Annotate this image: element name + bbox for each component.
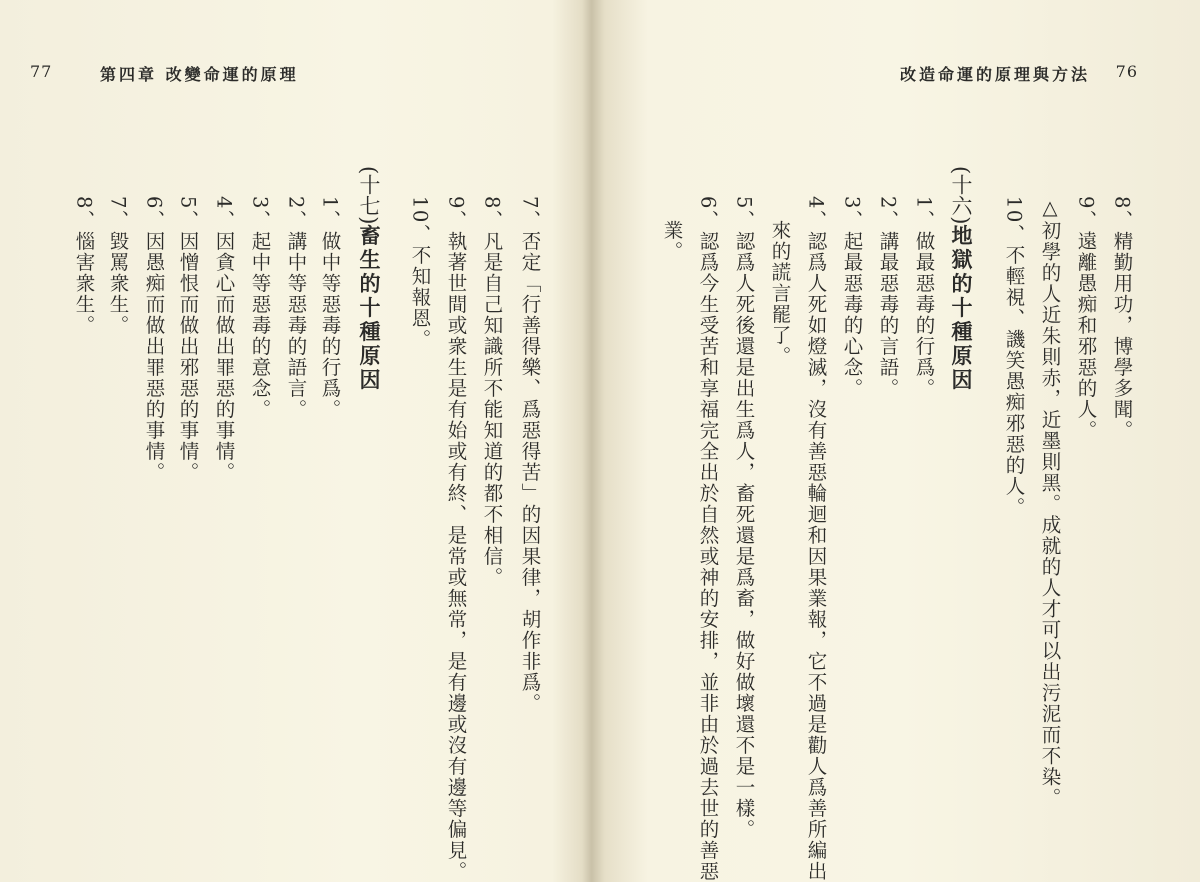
section-title: 畜生的十種原因 (357, 224, 382, 393)
list-item: 1、做最惡毒的行爲。 (912, 196, 936, 399)
list-item: 3、起中等惡毒的意念。 (248, 196, 272, 420)
list-item: 6、認爲今生受苦和享福完全出於自然或神的安排，並非由於過去世的善惡 (696, 196, 720, 882)
list-item: 8、惱害衆生。 (72, 196, 96, 336)
list-item: 5、因憎恨而做出邪惡的事情。 (176, 196, 200, 483)
section-title: 地獄的十種原因 (949, 224, 974, 393)
running-title: 第四章 改變命運的原理 (100, 65, 299, 84)
text-column: 9、遠離愚痴和邪惡的人。 (1074, 196, 1098, 441)
section-heading (358, 166, 380, 392)
text-column: 7、否定「行善得樂、爲惡得苦」的因果律，胡作非爲。 (518, 196, 542, 714)
page-number: 76 (1115, 62, 1138, 81)
list-item-continued: 來的謊言罷了。 (768, 220, 792, 367)
text-column: 8、凡是自己知識所不能知道的都不相信。 (480, 196, 504, 588)
running-title: 改造命運的原理與方法 (899, 65, 1090, 84)
text-column: 10、不知報恩。 (408, 196, 432, 350)
page-number: 77 (30, 62, 53, 81)
list-item: 2、講中等惡毒的語言。 (284, 196, 308, 420)
text-column: 9、執著世間或衆生是有始或有終、是常或無常，是有邊或沒有邊等偏見。 (444, 196, 468, 882)
list-item: 3、起最惡毒的心念。 (840, 196, 864, 399)
list-item: 5、認爲人死後還是出生爲人，畜死還是爲畜，做好做壞還不是一樣。 (732, 196, 756, 840)
section-heading (950, 166, 972, 392)
list-item: 4、因貪心而做出罪惡的事情。 (212, 196, 236, 483)
list-item: 4、認爲人死如燈滅，沒有善惡輪迴和因果業報，它不過是勸人爲善所編出 (804, 196, 828, 882)
note-column: △初學的人近朱則赤，近墨則黑。成就的人才可以出污泥而不染。 (1038, 196, 1062, 809)
list-item-continued: 業。 (660, 220, 684, 262)
list-item: 6、因愚痴而做出罪惡的事情。 (142, 196, 166, 483)
text-column: 10、不輕視、譏笑愚痴邪惡的人。 (1002, 196, 1026, 518)
text-column: 8、精勤用功，博學多聞。 (1110, 196, 1134, 441)
list-item: 7、毀罵衆生。 (106, 196, 130, 336)
left-page (0, 0, 590, 882)
section-marker: (十六) (949, 166, 973, 225)
list-item: 2、講最惡毒的言語。 (876, 196, 900, 399)
section-marker: (十七) (357, 166, 381, 225)
list-item: 1、做中等惡毒的行爲。 (318, 196, 342, 420)
right-page (610, 0, 1200, 882)
